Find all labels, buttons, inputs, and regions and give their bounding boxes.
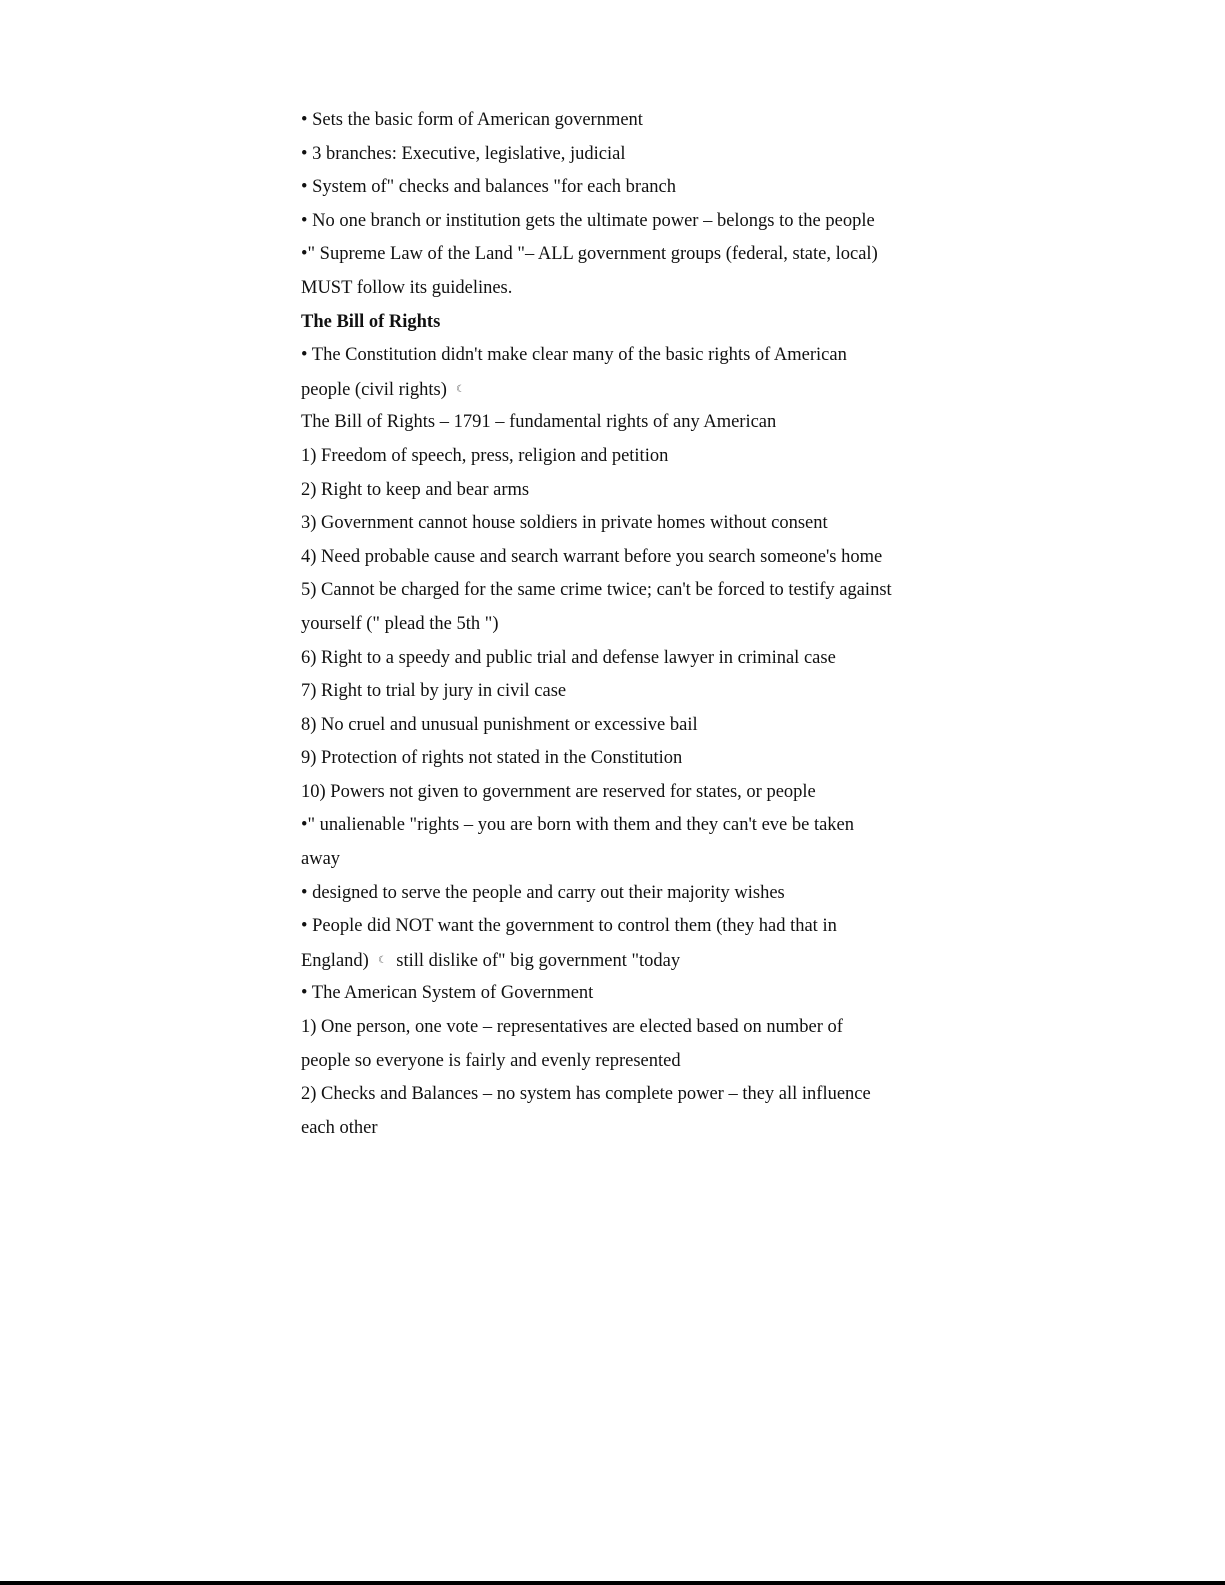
amendment-4: 4) Need probable cause and search warrant before you search someone's home	[301, 546, 883, 567]
bullet-three-branches: • 3 branches: Executive, legislative, judicial	[301, 143, 626, 164]
arrow-glyph-icon: ☾	[456, 383, 466, 395]
text-england-label: England)	[301, 950, 369, 971]
bullet-constitution-unclear: • The Constitution didn't make clear many of the basic rights of American	[301, 345, 847, 366]
amendment-7: 7) Right to trial by jury in civil case	[301, 681, 567, 702]
text-england	[301, 944, 941, 978]
bullet-american-system: • The American System of Government	[301, 983, 594, 1004]
amendment-9: 9) Protection of rights not stated in the Constitution	[301, 748, 683, 769]
text-away: away	[301, 849, 341, 870]
amendment-5: 5) Cannot be charged for the same crime twice; can't be forced to testify against	[301, 580, 892, 601]
section-heading-bill-of-rights: The Bill of Rights	[301, 311, 441, 332]
system-point-2: 2) Checks and Balances – no system has complete power – they all influence	[301, 1084, 871, 1105]
system-point-2-continued: each other	[301, 1117, 378, 1138]
amendment-6: 6) Right to a speedy and public trial and defense lawyer in criminal case	[301, 647, 836, 668]
text-civil-rights	[301, 373, 941, 407]
bullet-no-one-branch: • No one branch or institution gets the ultimate power – belongs to the people	[301, 210, 875, 231]
bullet-supreme-law: •" Supreme Law of the Land "– ALL government groups (federal, state, local)	[301, 244, 878, 265]
text-civil-rights-label: people (civil rights)	[301, 379, 447, 400]
document-page	[301, 104, 941, 1145]
bullet-sets-basic-form: • Sets the basic form of American government	[301, 110, 643, 130]
amendment-3: 3) Government cannot house soldiers in private homes without consent	[301, 513, 828, 534]
text-must-follow: MUST follow its guidelines.	[301, 277, 513, 298]
arrow-glyph-icon: ☾	[378, 954, 388, 966]
bullet-people-did-not-want: • People did NOT want the government to control them (they had that in	[301, 916, 837, 937]
text-big-government: still dislike of" big government "today	[396, 950, 681, 971]
bullet-designed-to-serve: • designed to serve the people and carry out their majority wishes	[301, 882, 785, 903]
page-bottom-border	[0, 1581, 1225, 1585]
text-bill-of-rights-1791: The Bill of Rights – 1791 – fundamental rights of any American	[301, 412, 777, 433]
amendment-10: 10) Powers not given to government are reserved for states, or people	[301, 781, 816, 802]
amendment-1: 1) Freedom of speech, press, religion and petition	[301, 445, 669, 466]
bullet-unalienable-rights: •" unalienable "rights – you are born with them and they can't eve be taken	[301, 815, 855, 836]
amendment-8: 8) No cruel and unusual punishment or excessive bail	[301, 714, 698, 735]
amendment-5-continued: yourself (" plead the 5th ")	[301, 613, 499, 634]
bullet-checks-and-balances: • System of" checks and balances "for each branch	[301, 177, 676, 198]
amendment-2: 2) Right to keep and bear arms	[301, 479, 530, 500]
system-point-1-continued: people so everyone is fairly and evenly represented	[301, 1050, 681, 1071]
system-point-1: 1) One person, one vote – representatives are elected based on number of	[301, 1017, 843, 1038]
